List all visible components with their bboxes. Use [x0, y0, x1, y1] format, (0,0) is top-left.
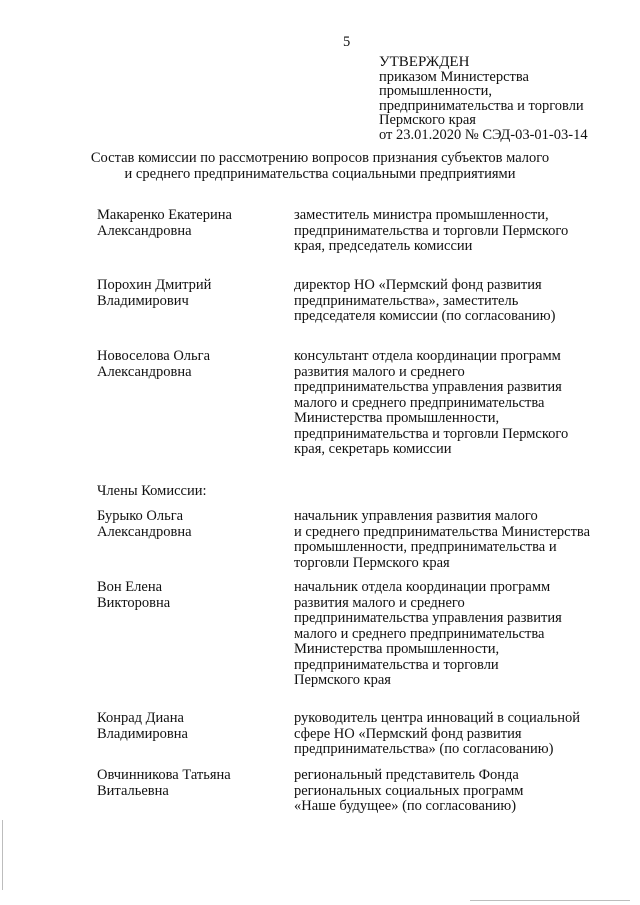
person-role — [294, 768, 523, 815]
role-line: директор НО «Пермский фонд развития — [294, 277, 542, 293]
role-line: Министерства промышленности, — [294, 410, 500, 426]
person-name — [97, 349, 210, 380]
scan-edge-mark — [470, 900, 630, 901]
person-name — [97, 768, 231, 799]
document-title — [0, 151, 640, 182]
role-line: предпринимательства управления развития — [294, 610, 562, 626]
role-line: начальник отдела координации программ — [294, 579, 551, 595]
role-line: консультант отдела координации программ — [294, 348, 561, 364]
role-line: региональный представитель Фонда — [294, 767, 519, 783]
name-line: Порохин Дмитрий — [97, 277, 212, 293]
role-line: предпринимательства и торговли Пермского — [294, 425, 569, 442]
role-line: заместитель министра промышленности, — [294, 207, 549, 223]
approval-line: приказом Министерства — [379, 68, 529, 85]
approval-line: предпринимательства и торговли — [379, 97, 584, 114]
approval-stamp — [379, 55, 588, 142]
role-line: сфере НО «Пермский фонд развития — [294, 725, 522, 742]
scan-edge-mark — [2, 820, 3, 890]
role-line: и среднего предпринимательства Министерства — [294, 523, 591, 540]
name-line: Александровна — [97, 363, 192, 380]
role-line: малого и среднего предпринимательства — [294, 625, 545, 642]
role-line: промышленности, предпринимательства и — [294, 539, 557, 555]
approval-heading: УТВЕРЖДЕН — [379, 54, 470, 70]
approval-line: от 23.01.2020 № СЭД-03-01-03-14 — [379, 126, 588, 143]
approval-line: промышленности, — [379, 83, 493, 99]
name-line: Витальевна — [97, 782, 169, 799]
role-line: «Наше будущее» (по согласованию) — [294, 798, 517, 814]
role-line: края, председатель комиссии — [294, 238, 473, 254]
role-line: предпринимательства и торговли Пермского — [294, 222, 569, 239]
name-line: Владимирович — [97, 292, 189, 309]
title-line: Состав комиссии по рассмотрению вопросов признания субъектов малого — [90, 150, 550, 166]
person-name — [97, 711, 188, 742]
role-line: руководитель центра инноваций в социальной — [294, 710, 580, 726]
name-line: Александровна — [97, 523, 192, 540]
person-name — [97, 278, 211, 309]
person-name — [97, 208, 232, 239]
name-line: Викторовна — [97, 594, 171, 611]
role-line: развития малого и среднего — [294, 594, 465, 611]
person-role — [294, 278, 555, 325]
title-line: и среднего предпринимательства социальными предприятиями — [124, 165, 516, 182]
person-role — [294, 349, 568, 458]
role-line: предпринимательства» (по согласованию) — [294, 741, 554, 757]
name-line: Овчинникова Татьяна — [97, 767, 231, 783]
name-line: Вон Елена — [97, 579, 163, 595]
role-line: торговли Пермского края — [294, 554, 450, 571]
role-line: Министерства промышленности, — [294, 641, 500, 657]
person-role — [294, 208, 568, 255]
name-line: Макаренко Екатерина — [97, 207, 232, 223]
members-heading: Члены Комиссии: — [97, 483, 207, 499]
role-line: предпринимательства управления развития — [294, 379, 562, 395]
role-line: региональных социальных программ — [294, 782, 524, 799]
person-role — [294, 509, 590, 571]
role-line: развития малого и среднего — [294, 363, 465, 380]
name-line: Бурыко Ольга — [97, 508, 184, 524]
person-name — [97, 509, 192, 540]
role-line: Пермского края — [294, 672, 391, 688]
approval-line: Пермского края — [379, 112, 476, 128]
name-line: Владимировна — [97, 725, 188, 742]
role-line: малого и среднего предпринимательства — [294, 394, 545, 411]
person-role — [294, 580, 562, 689]
name-line: Новоселова Ольга — [97, 348, 211, 364]
role-line: края, секретарь комиссии — [294, 441, 452, 457]
role-line: предпринимательства и торговли — [294, 656, 499, 673]
role-line: председателя комиссии (по согласованию) — [294, 308, 556, 324]
role-line: начальник управления развития малого — [294, 508, 538, 524]
name-line: Александровна — [97, 222, 192, 239]
name-line: Конрад Диана — [97, 710, 184, 726]
page-number: 5 — [343, 34, 351, 50]
person-role — [294, 711, 580, 758]
person-name — [97, 580, 170, 611]
role-line: предпринимательства», заместитель — [294, 292, 519, 309]
